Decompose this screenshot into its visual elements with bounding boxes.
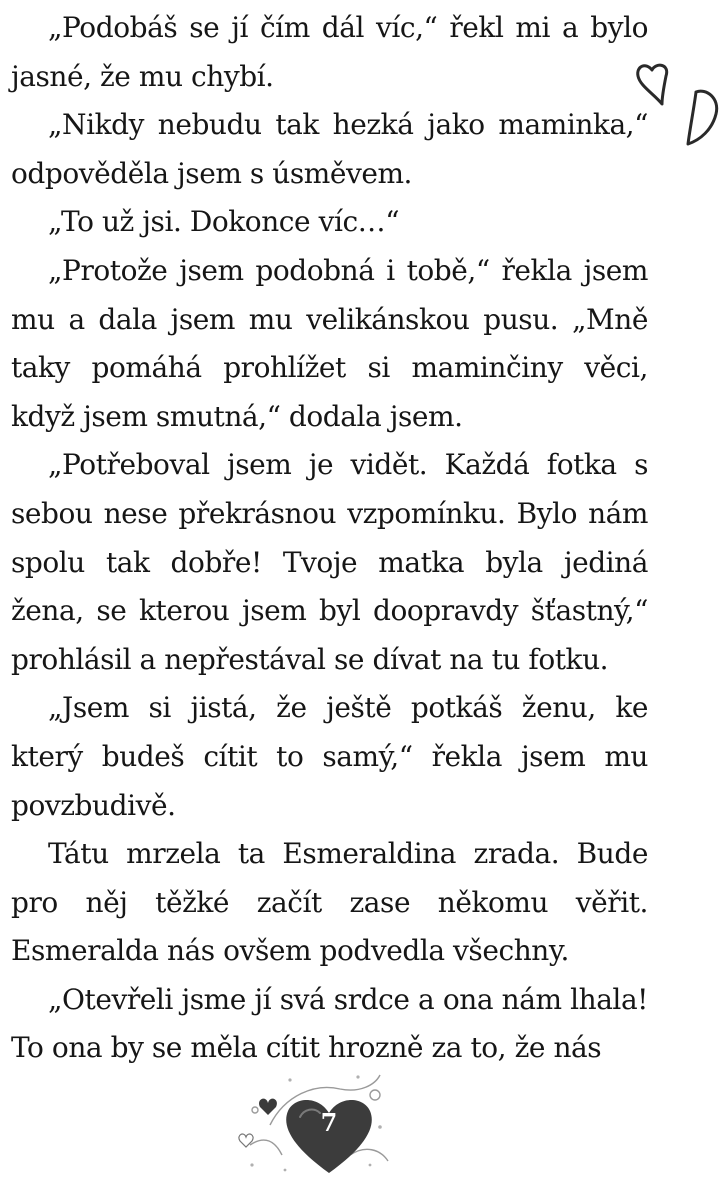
heart-doodle-icon — [632, 58, 722, 154]
paragraph-3: „To už jsi. Dokonce víc…“ — [48, 205, 400, 239]
paragraph-7: Tátu mrzela ta Esmeraldina zrada. Bude pro něj těžké začít zase někomu věřit. Esmeralda nás ovšem podvedla všechny. — [11, 837, 648, 968]
paragraph-1: „Podobáš se jí čím dál víc,“ řekl mi a bylo jasné, že mu chybí. — [11, 11, 648, 93]
paragraph-4: „Protože jsem podobná i tobě,“ řekla jsem mu a dala jsem mu velikánskou pusu. „Mně taky pomáhá prohlížet si maminčiny věci, když jsem smutná,“ dodala jsem. — [11, 253, 648, 433]
paragraph-5: „Potřeboval jsem je vidět. Každá fotka s sebou nese překrásnou vzpomínku. Bylo nám spolu tak dobře! Tvoje matka byla jediná žena, se kterou jsem byl doopravdy šťastný,“ prohlásil a nepřestával se dívat na tu fotku. — [11, 448, 648, 676]
paragraph-2: „Nikdy nebudu tak hezká jako maminka,“ odpověděla jsem s úsměvem. — [11, 108, 648, 190]
page-number: 7 — [320, 1108, 338, 1137]
paragraph-8: „Otevřeli jsme jí svá srdce a ona nám lhala! To ona by se měla cítit hrozně za to, že nás — [11, 982, 648, 1065]
page-body — [11, 4, 648, 1073]
paragraph-6: „Jsem si jistá, že ještě potkáš ženu, ke který budeš cítit to samý,“ řekla jsem mu povzbudivě. — [11, 691, 648, 822]
